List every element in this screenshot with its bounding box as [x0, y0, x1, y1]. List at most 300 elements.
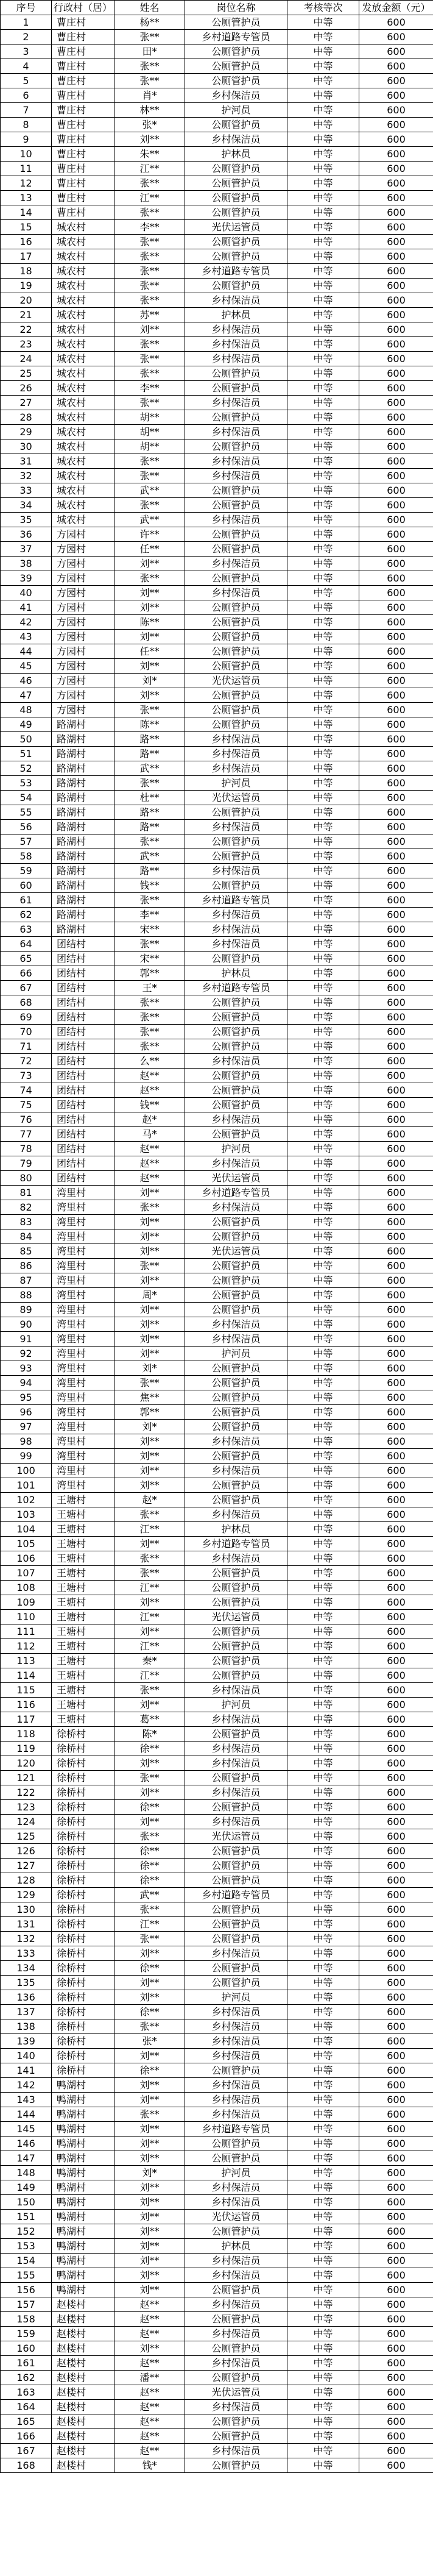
table-row: [1, 571, 433, 586]
row-amount: 600: [359, 410, 433, 425]
table-row: [1, 469, 433, 483]
row-index: 119: [1, 1742, 52, 1756]
row-person-name: 刘**: [114, 2049, 185, 2063]
row-post: 乡村道路专管员: [185, 30, 287, 44]
row-village: 王塘村: [52, 1610, 114, 1624]
row-village: 团结村: [52, 1171, 114, 1186]
row-grade: 中等: [287, 103, 359, 118]
row-amount: 600: [359, 2019, 433, 2034]
row-amount: 600: [359, 2063, 433, 2078]
row-amount: 600: [359, 571, 433, 586]
row-amount: 600: [359, 1288, 433, 1303]
row-grade: 中等: [287, 1654, 359, 1668]
row-post: 公厕管护员: [185, 1581, 287, 1595]
row-person-name: 刘**: [114, 322, 185, 337]
row-village: 团结村: [52, 1142, 114, 1156]
row-index: 129: [1, 1888, 52, 1902]
row-post: 公厕管护员: [185, 381, 287, 396]
table-row: [1, 2122, 433, 2137]
row-village: 路湖村: [52, 761, 114, 776]
row-index: 167: [1, 2444, 52, 2458]
row-amount: 600: [359, 1683, 433, 1698]
row-grade: 中等: [287, 118, 359, 132]
row-index: 63: [1, 922, 52, 937]
row-amount: 600: [359, 439, 433, 454]
table-row: [1, 1654, 433, 1668]
table-row: [1, 2268, 433, 2283]
table-row: [1, 439, 433, 454]
row-person-name: 刘**: [114, 1990, 185, 2005]
table-row: [1, 1537, 433, 1551]
row-amount: 600: [359, 15, 433, 30]
table-row: [1, 703, 433, 717]
row-village: 湾里村: [52, 1229, 114, 1244]
table-row: [1, 1361, 433, 1376]
row-grade: 中等: [287, 15, 359, 30]
row-grade: 中等: [287, 1829, 359, 1844]
row-grade: 中等: [287, 1464, 359, 1478]
row-amount: 600: [359, 1171, 433, 1186]
row-amount: 600: [359, 1990, 433, 2005]
row-village: 路湖村: [52, 747, 114, 761]
row-index: 117: [1, 1712, 52, 1727]
row-grade: 中等: [287, 162, 359, 176]
row-village: 城农村: [52, 498, 114, 513]
row-amount: 600: [359, 922, 433, 937]
row-post: 公厕管护员: [185, 44, 287, 59]
row-grade: 中等: [287, 1200, 359, 1215]
row-person-name: 张*: [114, 118, 185, 132]
table-row: [1, 557, 433, 571]
row-amount: 600: [359, 1127, 433, 1142]
row-person-name: 张**: [114, 264, 185, 279]
row-person-name: 路**: [114, 820, 185, 834]
row-post: 公厕管护员: [185, 688, 287, 703]
row-grade: 中等: [287, 966, 359, 981]
row-person-name: 张**: [114, 1200, 185, 1215]
row-amount: 600: [359, 469, 433, 483]
row-person-name: 张**: [114, 893, 185, 908]
table-row: [1, 249, 433, 264]
row-person-name: 刘**: [114, 2122, 185, 2137]
table-row: [1, 513, 433, 527]
table-row: [1, 908, 433, 922]
row-post: 乡村道路专管员: [185, 264, 287, 279]
row-grade: 中等: [287, 88, 359, 103]
row-grade: 中等: [287, 205, 359, 220]
row-index: 131: [1, 1917, 52, 1932]
row-person-name: 刘**: [114, 2151, 185, 2166]
row-index: 97: [1, 1420, 52, 1434]
row-village: 城农村: [52, 293, 114, 308]
row-grade: 中等: [287, 2063, 359, 2078]
table-row: [1, 1829, 433, 1844]
row-amount: 600: [359, 337, 433, 352]
row-grade: 中等: [287, 1332, 359, 1347]
row-grade: 中等: [287, 381, 359, 396]
row-person-name: 张**: [114, 1259, 185, 1273]
row-index: 41: [1, 600, 52, 615]
row-index: 136: [1, 1990, 52, 2005]
row-post: 公厕管护员: [185, 1420, 287, 1434]
row-index: 133: [1, 1946, 52, 1961]
table-row: [1, 805, 433, 820]
row-village: 城农村: [52, 439, 114, 454]
row-index: 118: [1, 1727, 52, 1742]
row-village: 路湖村: [52, 791, 114, 805]
row-person-name: 郭**: [114, 1405, 185, 1420]
row-village: 王塘村: [52, 1698, 114, 1712]
row-person-name: 朱**: [114, 147, 185, 162]
row-grade: 中等: [287, 1083, 359, 1098]
row-grade: 中等: [287, 1273, 359, 1288]
table-row: [1, 1186, 433, 1200]
row-grade: 中等: [287, 2356, 359, 2371]
row-village: 徐桥村: [52, 1946, 114, 1961]
row-grade: 中等: [287, 2195, 359, 2210]
row-village: 城农村: [52, 264, 114, 279]
table-row: [1, 1434, 433, 1449]
table-row: [1, 1639, 433, 1654]
row-village: 曹庄村: [52, 147, 114, 162]
row-post: 乡村保洁员: [185, 761, 287, 776]
row-grade: 中等: [287, 644, 359, 659]
row-post: 护林员: [185, 308, 287, 322]
row-village: 团结村: [52, 1083, 114, 1098]
table-row: [1, 88, 433, 103]
row-person-name: 肖*: [114, 88, 185, 103]
row-post: 光伏运管员: [185, 2385, 287, 2400]
row-amount: 600: [359, 74, 433, 88]
row-post: 公厕管护员: [185, 483, 287, 498]
row-amount: 600: [359, 191, 433, 205]
row-grade: 中等: [287, 2049, 359, 2063]
row-post: 乡村保洁员: [185, 1112, 287, 1127]
row-person-name: 李**: [114, 908, 185, 922]
row-index: 44: [1, 644, 52, 659]
row-person-name: 宋**: [114, 922, 185, 937]
row-grade: 中等: [287, 1186, 359, 1200]
row-index: 80: [1, 1171, 52, 1186]
row-village: 王塘村: [52, 1624, 114, 1639]
row-person-name: 张**: [114, 834, 185, 849]
row-village: 路湖村: [52, 922, 114, 937]
row-village: 鸭湖村: [52, 2239, 114, 2254]
row-post: 乡村保洁员: [185, 820, 287, 834]
row-index: 46: [1, 674, 52, 688]
row-person-name: 张**: [114, 176, 185, 191]
row-grade: 中等: [287, 1361, 359, 1376]
row-index: 149: [1, 2180, 52, 2195]
row-person-name: 许**: [114, 527, 185, 542]
row-village: 城农村: [52, 352, 114, 366]
row-person-name: 刘**: [114, 586, 185, 600]
row-village: 鸭湖村: [52, 2283, 114, 2297]
row-person-name: 张**: [114, 235, 185, 249]
row-grade: 中等: [287, 1507, 359, 1522]
row-amount: 600: [359, 220, 433, 235]
row-post: 乡村保洁员: [185, 732, 287, 747]
row-post: 公厕管护员: [185, 176, 287, 191]
table-row: [1, 264, 433, 279]
header-name: 姓名: [114, 1, 185, 15]
table-row: [1, 118, 433, 132]
row-person-name: 刘**: [114, 1347, 185, 1361]
table-row: [1, 1756, 433, 1771]
row-grade: 中等: [287, 2341, 359, 2356]
row-village: 方园村: [52, 644, 114, 659]
table-row: [1, 381, 433, 396]
row-post: 乡村保洁员: [185, 322, 287, 337]
row-index: 151: [1, 2210, 52, 2224]
row-index: 144: [1, 2107, 52, 2122]
row-person-name: 赵**: [114, 1142, 185, 1156]
row-post: 公厕管护员: [185, 1229, 287, 1244]
row-index: 50: [1, 732, 52, 747]
row-amount: 600: [359, 1405, 433, 1420]
row-grade: 中等: [287, 279, 359, 293]
row-person-name: 江**: [114, 1522, 185, 1537]
table-row: [1, 1742, 433, 1756]
row-index: 34: [1, 498, 52, 513]
row-amount: 600: [359, 1946, 433, 1961]
row-post: 乡村保洁员: [185, 352, 287, 366]
table-row: [1, 630, 433, 644]
row-person-name: 马*: [114, 1127, 185, 1142]
row-index: 145: [1, 2122, 52, 2137]
row-index: 91: [1, 1332, 52, 1347]
row-person-name: 武**: [114, 849, 185, 864]
row-person-name: 刘**: [114, 1595, 185, 1610]
table-row: [1, 1932, 433, 1946]
row-index: 98: [1, 1434, 52, 1449]
row-index: 55: [1, 805, 52, 820]
row-amount: 600: [359, 1112, 433, 1127]
row-village: 鸭湖村: [52, 2268, 114, 2283]
row-post: 乡村保洁员: [185, 425, 287, 439]
table-row: [1, 1449, 433, 1464]
table-row: [1, 2356, 433, 2371]
row-person-name: 张**: [114, 469, 185, 483]
row-post: 乡村保洁员: [185, 2093, 287, 2107]
row-index: 9: [1, 132, 52, 147]
row-index: 43: [1, 630, 52, 644]
row-person-name: 赵**: [114, 2414, 185, 2429]
row-post: 公厕管护员: [185, 1859, 287, 1873]
table-row: [1, 337, 433, 352]
row-amount: 600: [359, 30, 433, 44]
row-post: 乡村保洁员: [185, 2444, 287, 2458]
row-village: 王塘村: [52, 1537, 114, 1551]
row-person-name: 武**: [114, 483, 185, 498]
table-row: [1, 322, 433, 337]
row-person-name: 葛**: [114, 1712, 185, 1727]
row-grade: 中等: [287, 2297, 359, 2312]
row-grade: 中等: [287, 1434, 359, 1449]
table-row: [1, 864, 433, 878]
row-person-name: 张**: [114, 2019, 185, 2034]
row-grade: 中等: [287, 1990, 359, 2005]
row-amount: 600: [359, 1844, 433, 1859]
row-post: 乡村保洁员: [185, 1683, 287, 1698]
header-grade: 考核等次: [287, 1, 359, 15]
table-row: [1, 2078, 433, 2093]
table-row: [1, 1888, 433, 1902]
row-grade: 中等: [287, 2400, 359, 2414]
row-post: 光伏运管员: [185, 1244, 287, 1259]
row-village: 湾里村: [52, 1317, 114, 1332]
row-amount: 600: [359, 1244, 433, 1259]
row-person-name: 钱*: [114, 2458, 185, 2473]
row-amount: 600: [359, 279, 433, 293]
row-index: 47: [1, 688, 52, 703]
row-post: 公厕管护员: [185, 1961, 287, 1976]
row-village: 城农村: [52, 396, 114, 410]
row-index: 165: [1, 2414, 52, 2429]
row-index: 139: [1, 2034, 52, 2049]
row-amount: 600: [359, 747, 433, 761]
row-person-name: 刘*: [114, 674, 185, 688]
row-index: 71: [1, 1039, 52, 1054]
row-grade: 中等: [287, 2137, 359, 2151]
row-amount: 600: [359, 820, 433, 834]
row-amount: 600: [359, 703, 433, 717]
table-row: [1, 1683, 433, 1698]
row-grade: 中等: [287, 1259, 359, 1273]
row-grade: 中等: [287, 600, 359, 615]
row-person-name: 刘*: [114, 2166, 185, 2180]
row-index: 20: [1, 293, 52, 308]
row-amount: 600: [359, 88, 433, 103]
row-index: 61: [1, 893, 52, 908]
row-grade: 中等: [287, 469, 359, 483]
row-person-name: 刘**: [114, 1976, 185, 1990]
row-index: 2: [1, 30, 52, 44]
row-post: 光伏运管员: [185, 674, 287, 688]
table-row: [1, 1610, 433, 1624]
row-village: 团结村: [52, 1156, 114, 1171]
row-post: 乡村保洁员: [185, 922, 287, 937]
row-grade: 中等: [287, 308, 359, 322]
row-grade: 中等: [287, 1420, 359, 1434]
row-grade: 中等: [287, 1303, 359, 1317]
row-grade: 中等: [287, 2283, 359, 2297]
table-row: [1, 2107, 433, 2122]
row-person-name: 任**: [114, 644, 185, 659]
row-village: 赵楼村: [52, 2400, 114, 2414]
row-person-name: 刘**: [114, 1698, 185, 1712]
table-row: [1, 1215, 433, 1229]
row-index: 66: [1, 966, 52, 981]
row-village: 团结村: [52, 952, 114, 966]
row-grade: 中等: [287, 220, 359, 235]
row-post: 公厕管护员: [185, 410, 287, 425]
row-post: 光伏运管员: [185, 1829, 287, 1844]
row-person-name: 赵**: [114, 1171, 185, 1186]
row-person-name: 赵**: [114, 1156, 185, 1171]
row-post: 护林员: [185, 966, 287, 981]
row-person-name: 焦**: [114, 1390, 185, 1405]
row-amount: 600: [359, 483, 433, 498]
row-grade: 中等: [287, 2268, 359, 2283]
row-index: 86: [1, 1259, 52, 1273]
table-row: [1, 922, 433, 937]
row-index: 70: [1, 1025, 52, 1039]
row-post: 光伏运管员: [185, 1610, 287, 1624]
row-post: 公厕管护员: [185, 542, 287, 557]
table-row: [1, 937, 433, 952]
row-village: 鸭湖村: [52, 2093, 114, 2107]
row-village: 路湖村: [52, 732, 114, 747]
row-person-name: 赵**: [114, 2429, 185, 2444]
table-row: [1, 1844, 433, 1859]
row-post: 光伏运管员: [185, 1171, 287, 1186]
row-grade: 中等: [287, 2166, 359, 2180]
row-person-name: 张**: [114, 279, 185, 293]
row-person-name: 张**: [114, 396, 185, 410]
row-village: 路湖村: [52, 864, 114, 878]
row-person-name: 张**: [114, 59, 185, 74]
row-person-name: 李**: [114, 381, 185, 396]
row-index: 42: [1, 615, 52, 630]
row-amount: 600: [359, 1771, 433, 1785]
row-amount: 600: [359, 937, 433, 952]
row-post: 乡村保洁员: [185, 908, 287, 922]
row-amount: 600: [359, 1273, 433, 1288]
row-amount: 600: [359, 249, 433, 264]
row-index: 56: [1, 820, 52, 834]
table-row: [1, 1273, 433, 1288]
row-village: 团结村: [52, 1127, 114, 1142]
row-index: 156: [1, 2283, 52, 2297]
row-index: 155: [1, 2268, 52, 2283]
row-grade: 中等: [287, 1244, 359, 1259]
row-village: 赵楼村: [52, 2385, 114, 2400]
row-person-name: 徐**: [114, 2005, 185, 2019]
table-row: [1, 2166, 433, 2180]
row-grade: 中等: [287, 264, 359, 279]
row-village: 王塘村: [52, 1551, 114, 1566]
row-grade: 中等: [287, 1522, 359, 1537]
row-person-name: 杜**: [114, 791, 185, 805]
table-row: [1, 352, 433, 366]
row-post: 乡村保洁员: [185, 337, 287, 352]
row-amount: 600: [359, 1976, 433, 1990]
row-post: 乡村保洁员: [185, 2268, 287, 2283]
table-row: [1, 820, 433, 834]
row-village: 城农村: [52, 366, 114, 381]
row-amount: 600: [359, 352, 433, 366]
row-village: 湾里村: [52, 1244, 114, 1259]
table-row: [1, 952, 433, 966]
row-index: 121: [1, 1771, 52, 1785]
row-index: 107: [1, 1566, 52, 1581]
row-village: 方园村: [52, 703, 114, 717]
row-person-name: 周*: [114, 1288, 185, 1303]
row-post: 公厕管护员: [185, 279, 287, 293]
row-person-name: 宋**: [114, 952, 185, 966]
row-grade: 中等: [287, 776, 359, 791]
row-index: 31: [1, 454, 52, 469]
row-post: 乡村保洁员: [185, 2107, 287, 2122]
row-grade: 中等: [287, 1098, 359, 1112]
row-person-name: 赵*: [114, 1493, 185, 1507]
table-row: [1, 1712, 433, 1727]
row-index: 141: [1, 2063, 52, 2078]
row-grade: 中等: [287, 908, 359, 922]
row-amount: 600: [359, 644, 433, 659]
row-grade: 中等: [287, 1347, 359, 1361]
